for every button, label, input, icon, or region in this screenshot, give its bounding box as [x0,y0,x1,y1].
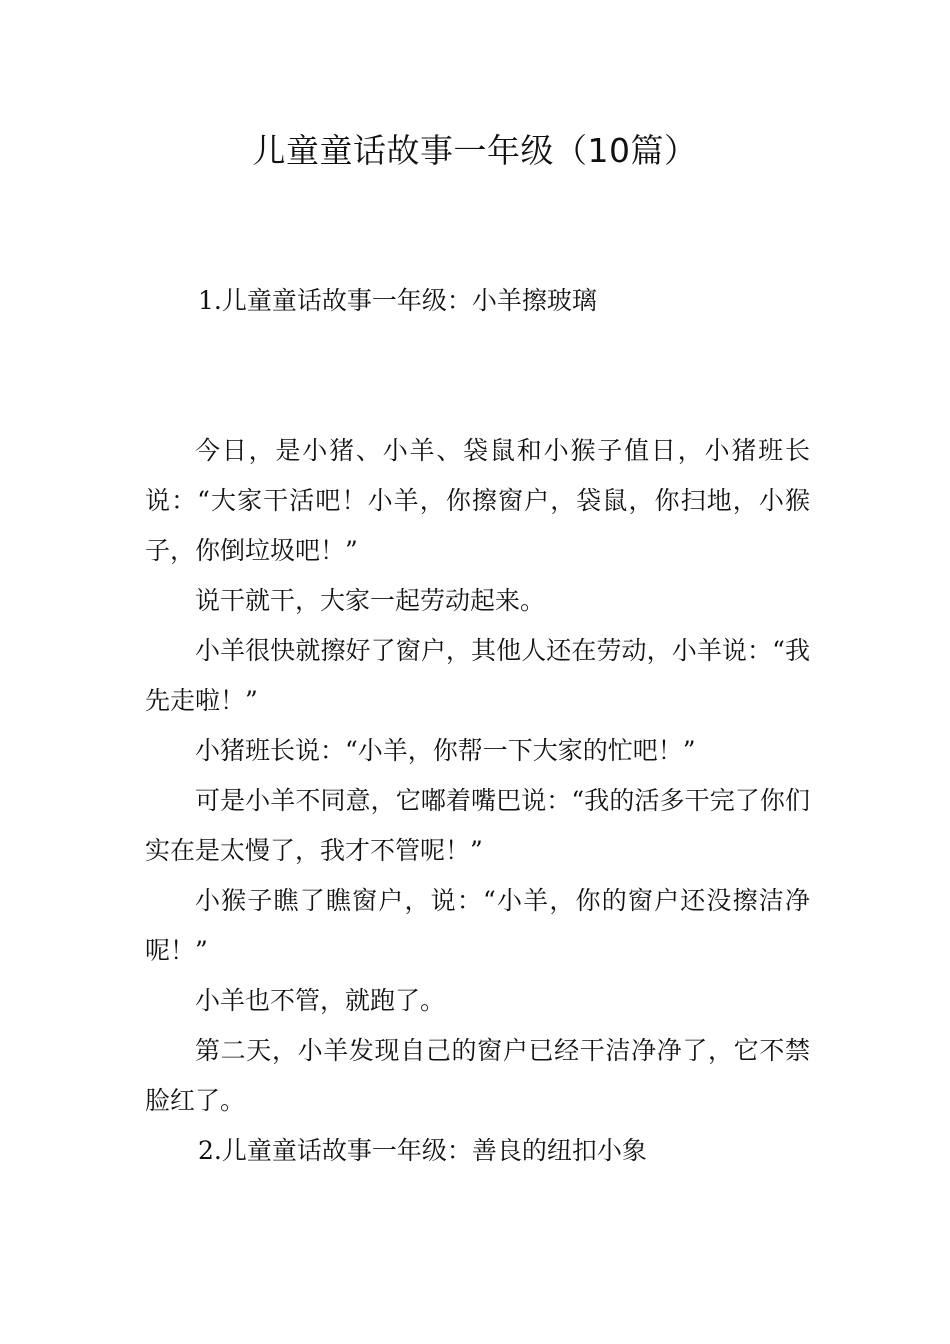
paragraph-7: 小羊也不管，就跑了。 [195,986,446,1015]
paragraph-6: 小猴子瞧了瞧窗户，说：“小羊，你的窗户还没擦洁净呢！” [145,886,810,965]
section-heading-1: 1.儿童童话故事一年级：小羊擦玻璃 [198,286,597,315]
paragraph-5: 可是小羊不同意，它嘟着嘴巴说：“我的活多干完了你们实在是太慢了，我才不管呢！” [145,786,810,865]
document-title: 儿童童话故事一年级（10篇） [252,131,698,170]
paragraph-2: 说干就干，大家一起劳动起来。 [195,586,546,615]
paragraph-3: 小羊很快就擦好了窗户，其他人还在劳动，小羊说：“我先走啦！” [145,636,810,715]
section-heading-2: 2.儿童童话故事一年级：善良的纽扣小象 [198,1136,647,1165]
blank-space [145,326,810,426]
paragraph-8: 第二天，小羊发现自己的窗户已经干洁净净了，它不禁脸红了。 [145,1036,810,1115]
document-body [145,276,810,1176]
paragraph-1: 今日，是小猪、小羊、袋鼠和小猴子值日，小猪班长说：“大家干活吧！小羊，你擦窗户，袋鼠，你扫地，小猴子，你倒垃圾吧！” [145,436,810,565]
paragraph-4: 小猪班长说：“小羊，你帮一下大家的忙吧！” [195,736,696,765]
